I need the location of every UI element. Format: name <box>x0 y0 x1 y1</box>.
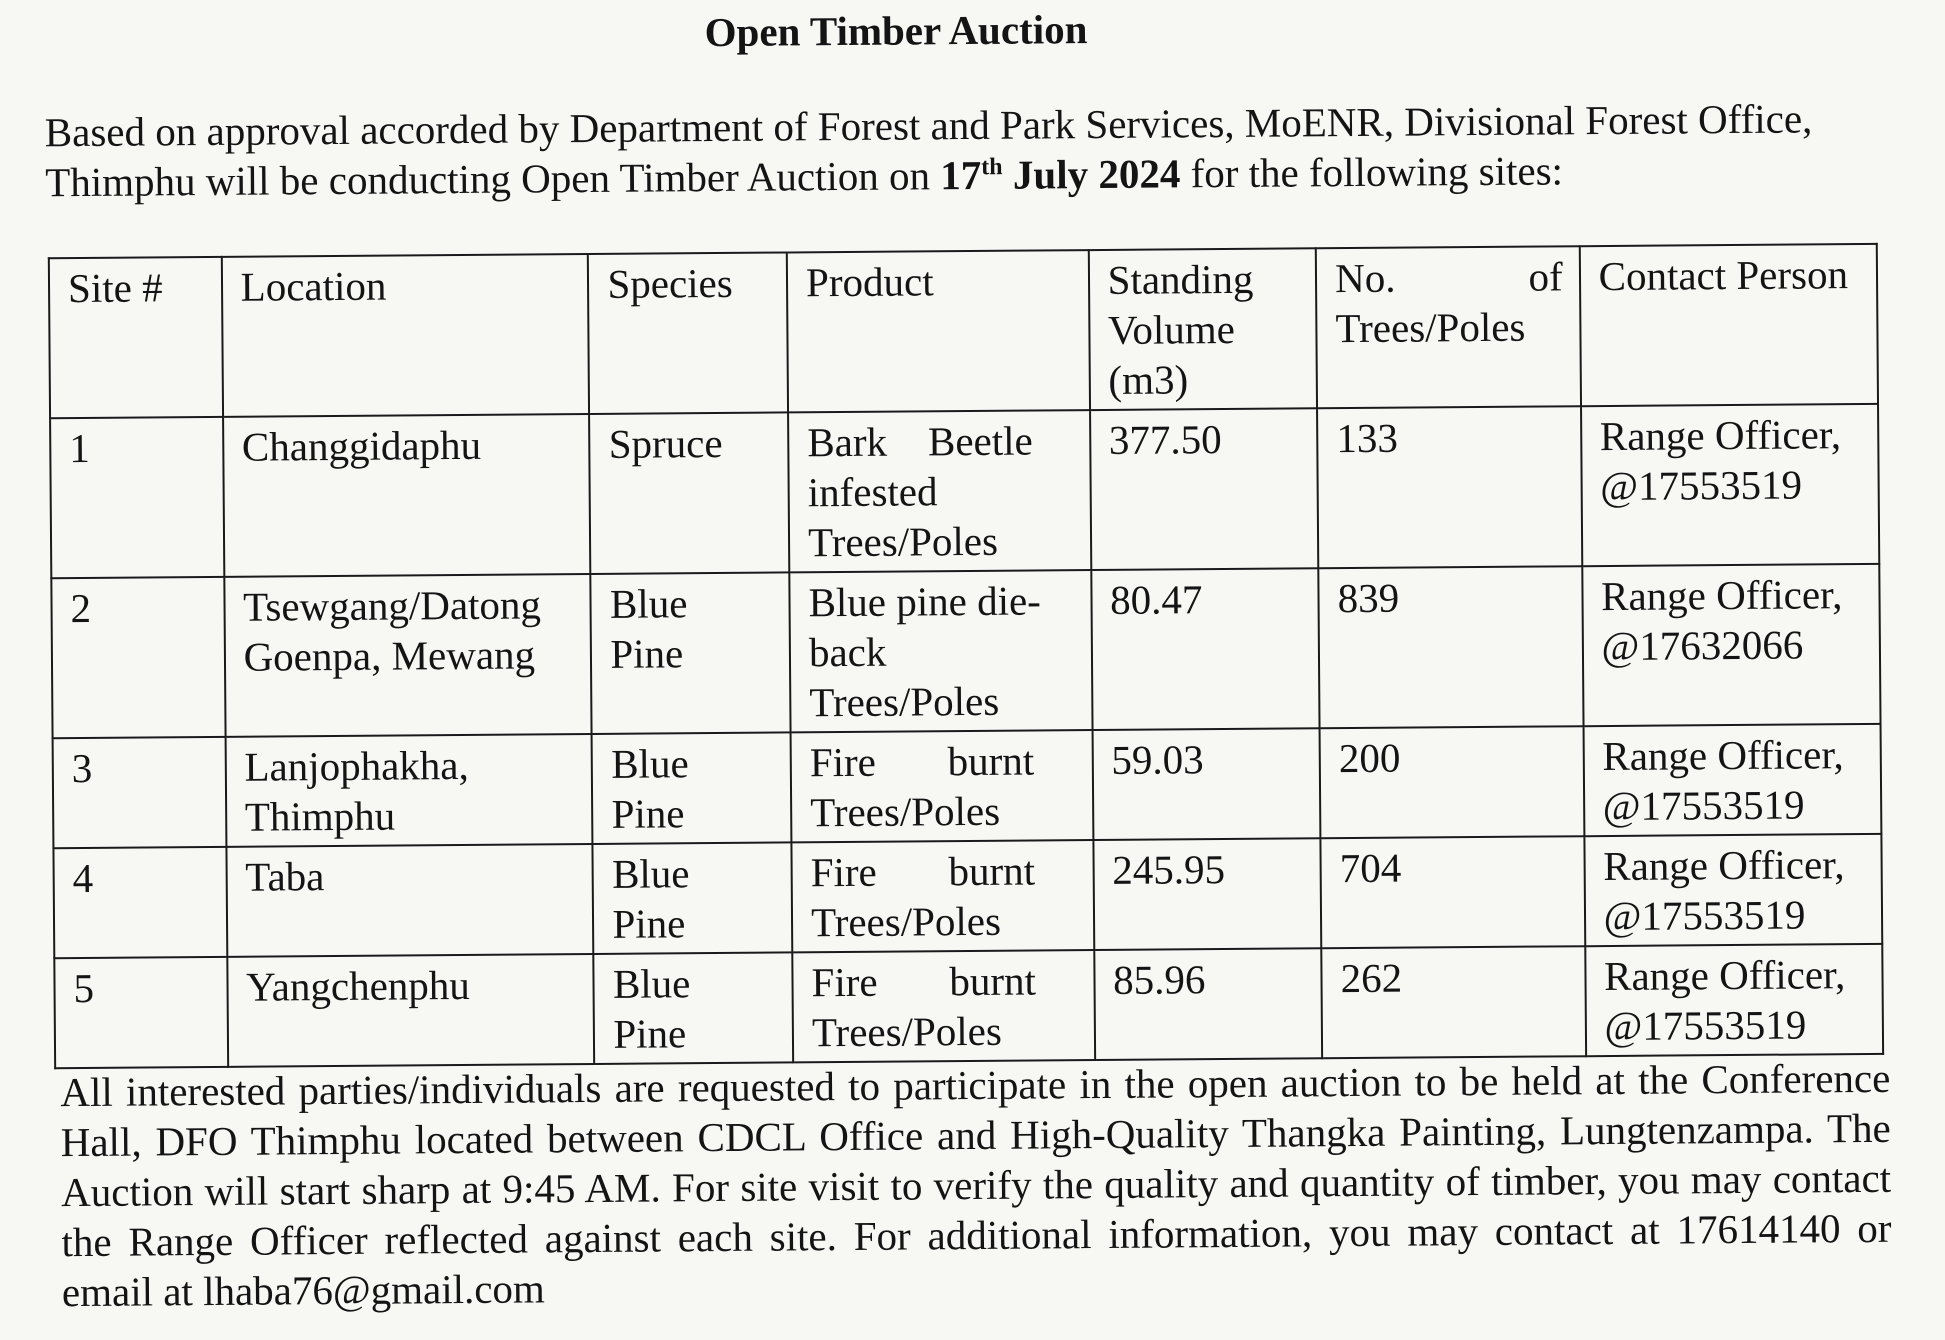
cell-species-line2: Pine <box>613 1010 687 1057</box>
cell-contact-line2: @17632066 <box>1601 621 1804 670</box>
cell-species-line1: Blue <box>611 740 689 787</box>
cell-species-line2: Pine <box>612 900 686 947</box>
cell-product-line2: Trees/Poles <box>810 897 1002 946</box>
cell-trees-count: 200 <box>1320 726 1584 838</box>
cell-species <box>592 732 791 844</box>
cell-species <box>594 952 793 1064</box>
cell-product <box>792 950 1094 1062</box>
cell-species <box>589 412 789 574</box>
cell-species-line1: Blue <box>611 850 690 897</box>
cell-location <box>227 954 595 1067</box>
cell-standing-volume: 245.95 <box>1093 838 1321 950</box>
table-row <box>50 404 1879 578</box>
page-title: Open Timber Auction <box>704 6 1088 56</box>
cell-location <box>225 734 593 847</box>
cell-location-line1: Lanjophakha, <box>244 741 469 790</box>
header-site: Site # <box>49 257 223 418</box>
cell-location <box>226 844 594 957</box>
cell-product <box>788 410 1091 572</box>
cell-product-line1: Fire burnt <box>809 737 1035 786</box>
cell-product-line2: back <box>808 628 887 676</box>
auction-date <box>940 150 1180 198</box>
cell-product <box>791 730 1093 842</box>
cell-standing-volume: 80.47 <box>1091 568 1320 730</box>
cell-standing-volume: 377.50 <box>1090 408 1319 570</box>
header-trees-part1: No. <box>1334 254 1396 302</box>
cell-location-line2: Goenpa, Mewang <box>243 631 536 680</box>
header-contact-person: Contact Person <box>1579 244 1878 406</box>
header-species: Species <box>588 252 788 414</box>
closing-paragraph: All interested parties/individuals are requested to participate in the open auction to be held at the Conference Hall, DFO Thimphu located between CDCL Office and High-Quality Thangka Painting, Lungtenzampa. The Auction will start sharp at 9:45 AM. For site visit to verify the quality and quantity of timber, you may contact the Range Officer reflected against each site. For additional information, you may contact at 17614140 or email at lhaba76@gmail.com <box>60 1054 1892 1316</box>
header-trees-part2: of <box>1528 253 1563 300</box>
auction-date-suffix: th <box>981 154 1003 181</box>
cell-product-line3: Trees/Poles <box>807 517 999 566</box>
header-location: Location <box>221 254 589 417</box>
header-trees-line1 <box>1335 251 1563 303</box>
table-row <box>53 834 1882 958</box>
cell-product-line2: infested <box>807 468 938 516</box>
cell-trees-count: 839 <box>1318 566 1583 728</box>
header-trees-line2: Trees/Poles <box>1335 303 1526 352</box>
table-row <box>51 564 1880 738</box>
cell-species <box>591 572 791 734</box>
cell-species-line1: Blue <box>609 580 688 627</box>
cell-location-line1: Changgidaphu <box>241 421 482 470</box>
auction-sites-table <box>48 243 1884 1069</box>
header-trees-count <box>1316 246 1581 408</box>
cell-contact <box>1585 944 1883 1056</box>
intro-text-end: for the following sites: <box>1180 147 1564 197</box>
cell-product-line1: Fire burnt <box>810 847 1036 896</box>
intro-text: Based on approval accorded by Department of Forest and Park Services, MoENR, Divisional Forest Office, Thimphu will be conducting Open Timber Auction on <box>44 95 1813 206</box>
cell-contact-line1: Range Officer, <box>1599 411 1842 460</box>
cell-species-line1: Blue <box>612 960 691 1007</box>
cell-trees-count: 262 <box>1321 946 1585 1058</box>
cell-product <box>789 570 1092 732</box>
cell-site: 5 <box>54 957 227 1068</box>
auction-date-day: 17 <box>940 151 982 199</box>
cell-species <box>593 842 792 954</box>
cell-species-line2: Pine <box>611 790 685 837</box>
cell-contact-line2: @17553519 <box>1604 1001 1807 1050</box>
cell-trees-count: 704 <box>1321 836 1585 948</box>
header-volume-line1: Standing <box>1107 255 1254 303</box>
cell-location-line2: Thimphu <box>244 792 396 840</box>
cell-species-line2: Pine <box>610 630 684 677</box>
cell-location-line1: Yangchenphu <box>246 961 470 1010</box>
cell-site: 4 <box>53 847 226 958</box>
cell-product <box>791 840 1093 952</box>
cell-contact <box>1583 724 1881 836</box>
header-standing-volume <box>1088 248 1317 410</box>
cell-contact-line1: Range Officer, <box>1602 731 1844 780</box>
table-row <box>53 724 1882 848</box>
cell-location <box>223 414 591 577</box>
cell-contact <box>1581 404 1880 566</box>
cell-site: 2 <box>51 577 225 738</box>
cell-contact <box>1582 564 1881 726</box>
cell-product-line1: Blue pine die- <box>808 577 1042 626</box>
cell-contact <box>1584 834 1882 946</box>
cell-standing-volume: 59.03 <box>1092 728 1320 840</box>
table-header <box>49 244 1878 418</box>
cell-standing-volume: 85.96 <box>1094 948 1322 1060</box>
table-row <box>54 944 1883 1068</box>
header-volume-line2: Volume <box>1107 305 1236 353</box>
cell-product-line2: Trees/Poles <box>810 787 1001 836</box>
cell-product-line2: Trees/Poles <box>811 1007 1002 1056</box>
cell-location-line1: Tsewgang/Datong <box>243 581 542 630</box>
header-volume-line3: (m3) <box>1108 356 1189 403</box>
header-product: Product <box>787 250 1090 412</box>
header-row <box>49 244 1878 418</box>
cell-contact-line1: Range Officer, <box>1603 951 1846 1000</box>
cell-contact-line2: @17553519 <box>1600 461 1803 510</box>
cell-contact-line1: Range Officer, <box>1600 571 1843 620</box>
cell-location <box>224 574 592 737</box>
cell-site: 3 <box>53 737 226 848</box>
cell-trees-count: 133 <box>1317 406 1582 568</box>
cell-species-line1: Spruce <box>608 419 723 467</box>
table-body <box>50 404 1883 1068</box>
intro-paragraph <box>45 93 1876 207</box>
cell-contact-line1: Range Officer, <box>1603 841 1845 890</box>
cell-product-line1: Fire burnt <box>811 957 1037 1006</box>
cell-contact-line2: @17553519 <box>1603 891 1806 940</box>
cell-site: 1 <box>50 417 224 578</box>
auction-date-rest: July 2024 <box>1002 150 1181 198</box>
cell-contact-line2: @17553519 <box>1602 781 1805 830</box>
cell-product-line3: Trees/Poles <box>809 677 1000 726</box>
cell-location-line1: Taba <box>245 853 325 900</box>
cell-product-line1: Bark Beetle <box>807 417 1033 466</box>
